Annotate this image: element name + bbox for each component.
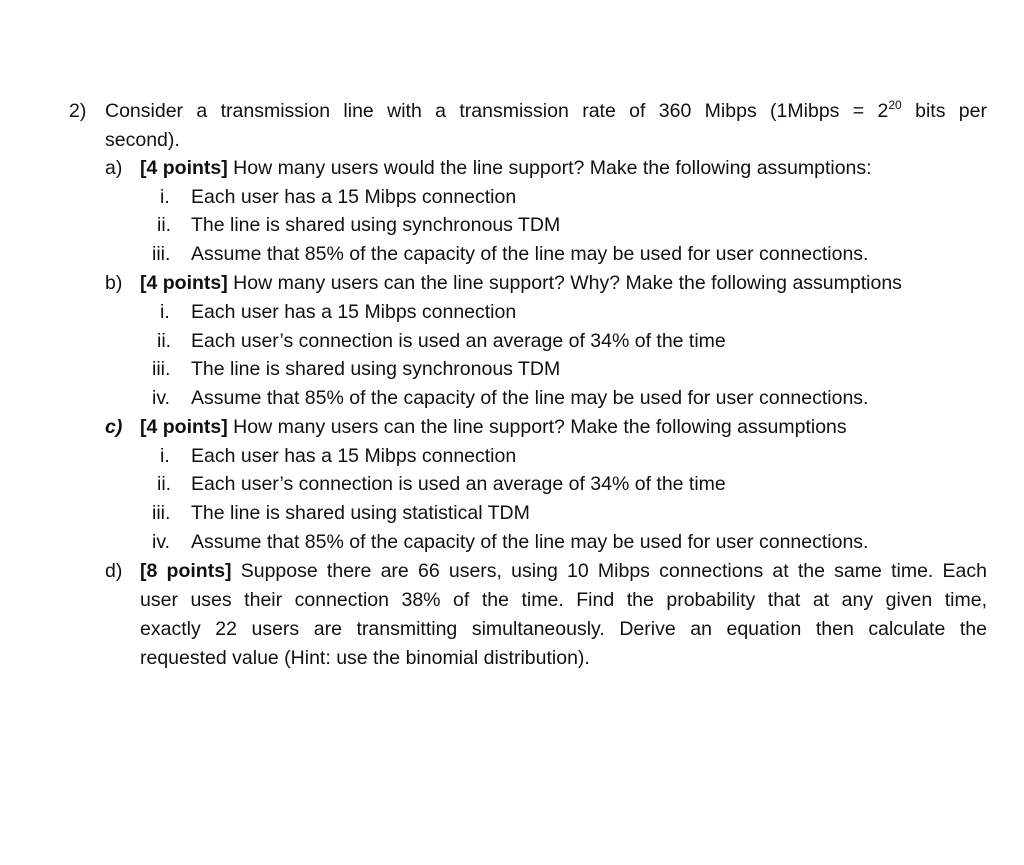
part-b-item-3-num: iii. bbox=[152, 358, 171, 380]
part-c-points: [4 points] bbox=[140, 416, 228, 438]
part-b-label: b) bbox=[105, 272, 123, 294]
part-d-line-4: requested value (Hint: use the binomial distribution). bbox=[140, 647, 590, 669]
intro-text-b: bits per bbox=[901, 100, 987, 122]
question-intro-line-1 bbox=[105, 97, 987, 126]
part-c-item-3: The line is shared using statistical TDM bbox=[191, 502, 530, 524]
part-a-item-3: Assume that 85% of the capacity of the line may be used for user connections. bbox=[191, 243, 869, 265]
part-b-item-2: Each user’s connection is used an average of 34% of the time bbox=[191, 330, 726, 352]
part-a-item-3-num: iii. bbox=[152, 243, 171, 265]
part-b-text: How many users can the line support? Why? Make the following assumptions bbox=[227, 272, 902, 294]
part-c-item-4: Assume that 85% of the capacity of the line may be used for user connections. bbox=[191, 531, 869, 553]
part-d-line-3: exactly 22 users are transmitting simultaneously. Derive an equation then calculate the bbox=[140, 618, 987, 640]
part-b-item-4-num: iv. bbox=[152, 387, 171, 409]
part-c-item-2-num: ii. bbox=[157, 473, 172, 495]
part-b-item-1-num: i. bbox=[160, 301, 170, 323]
part-a-item-2-num: ii. bbox=[157, 214, 172, 236]
part-c-item-3-num: iii. bbox=[152, 502, 171, 524]
part-d-line-2: user uses their connection 38% of the time. Find the probability that at any given time, bbox=[140, 589, 987, 611]
part-b-item-1: Each user has a 15 Mibps connection bbox=[191, 301, 517, 323]
part-a-points: [4 points] bbox=[140, 157, 228, 179]
part-b-item-4: Assume that 85% of the capacity of the line may be used for user connections. bbox=[191, 387, 869, 409]
part-a-label: a) bbox=[105, 157, 123, 179]
part-b-item-3: The line is shared using synchronous TDM bbox=[191, 358, 561, 380]
part-b-question bbox=[140, 269, 902, 298]
part-c-label: c) bbox=[105, 416, 123, 438]
part-a-question bbox=[140, 154, 872, 183]
part-a-item-1: Each user has a 15 Mibps connection bbox=[191, 186, 517, 208]
part-a-item-2: The line is shared using synchronous TDM bbox=[191, 214, 561, 236]
intro-text-a: Consider a transmission line with a transmission rate of 360 Mibps (1Mibps = 2 bbox=[105, 100, 889, 122]
part-c-item-1-num: i. bbox=[160, 445, 170, 467]
part-c-item-4-num: iv. bbox=[152, 531, 171, 553]
part-a-item-1-num: i. bbox=[160, 186, 170, 208]
part-c-item-2: Each user’s connection is used an average of 34% of the time bbox=[191, 473, 726, 495]
part-b-points: [4 points] bbox=[140, 272, 228, 294]
part-d-points: [8 points] bbox=[140, 560, 232, 582]
question-intro-line-2: second). bbox=[105, 129, 180, 151]
part-a-text: How many users would the line support? Make the following assumptions: bbox=[227, 157, 872, 179]
part-d-line-1 bbox=[140, 557, 987, 586]
part-d-label: d) bbox=[105, 560, 123, 582]
part-b-item-2-num: ii. bbox=[157, 330, 172, 352]
part-c-text: How many users can the line support? Make the following assumptions bbox=[227, 416, 847, 438]
part-d-text-1: Suppose there are 66 users, using 10 Mibps connections at the same time. Each bbox=[231, 560, 987, 582]
part-c-item-1: Each user has a 15 Mibps connection bbox=[191, 445, 517, 467]
intro-exponent: 20 bbox=[888, 97, 902, 112]
part-c-question bbox=[140, 413, 847, 442]
question-number: 2) bbox=[69, 100, 87, 122]
